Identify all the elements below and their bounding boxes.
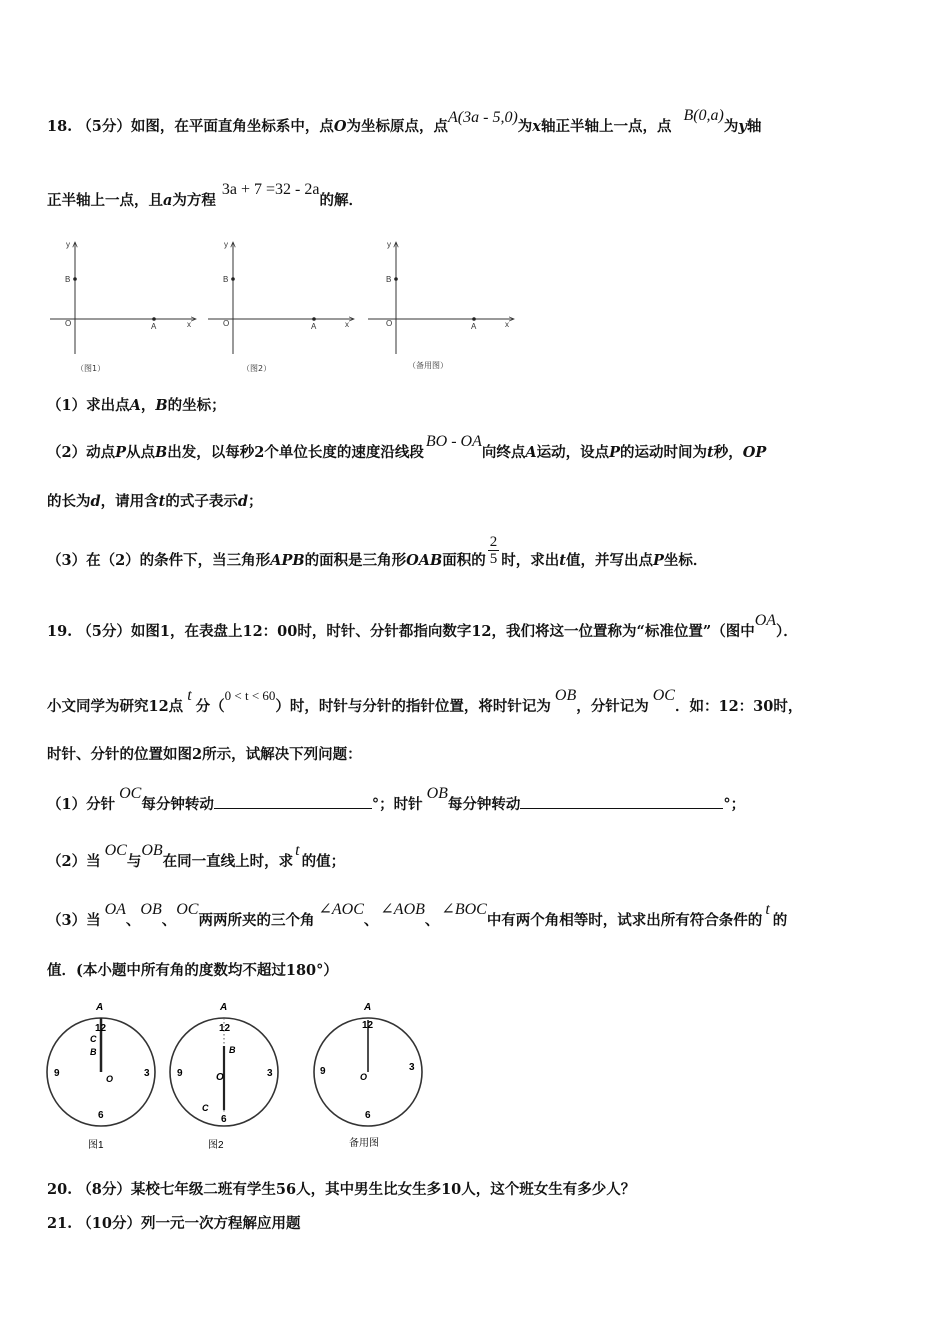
label-a: A [364, 1002, 372, 1013]
clock-caption: 图1 [88, 1140, 104, 1151]
q19-line1: 19. （5分）如图1，在表盘上12：00时，时针、分针都指向数字12，我们将这一位置称为“标准位置”（图中OA）． [47, 612, 798, 640]
x-label: x [187, 320, 191, 329]
label-a: A [96, 1002, 104, 1013]
q19-part3-line1: （3）当OA、OB、OC两两所夹的三个角∠AOC、∠AOB、∠BOC中有两个角相等时，试求出所有符合条件的t的 [47, 901, 788, 929]
point-a [312, 317, 316, 321]
q19-part3-line2: 值．(本小题中所有角的度数均不超过180°） [47, 962, 338, 979]
answer-blank-2[interactable] [520, 794, 723, 809]
q21-score: （10分） [77, 1215, 141, 1232]
x-label: x [345, 320, 349, 329]
numeral-6: 6 [98, 1110, 104, 1121]
q21-line [47, 1215, 300, 1233]
point-b [394, 277, 398, 281]
numeral-3: 3 [409, 1062, 415, 1073]
q19-line3: 时针、分针的位置如图2所示，试解决下列问题： [47, 746, 362, 763]
y-label: y [66, 240, 70, 249]
y-label: y [387, 240, 391, 249]
q20-score: （8分） [77, 1181, 131, 1198]
o-label: O [386, 319, 393, 328]
q20-line [47, 1181, 635, 1199]
clock-caption: 备用图 [349, 1138, 379, 1149]
y-label: y [224, 240, 228, 249]
clock-caption: 图2 [208, 1140, 224, 1151]
answer-blank-1[interactable] [214, 794, 372, 809]
coordinate-figure-2 [208, 240, 354, 373]
point-a [472, 317, 476, 321]
label-a: A [220, 1002, 228, 1013]
point-a-expr: A(3a - 5,0) [448, 109, 518, 126]
numeral-9: 9 [320, 1066, 326, 1077]
b-label: B [223, 275, 229, 284]
point-b [231, 277, 235, 281]
numeral-12: 12 [95, 1023, 107, 1034]
clock-figure-1 [47, 1002, 155, 1151]
equation: 3a + 7 =32 - 2a [221, 181, 320, 198]
label-o: O [106, 1074, 114, 1084]
q18-line2: 正半轴上一点，且a为方程3a + 7 =32 - 2a的解． [47, 181, 363, 209]
numeral-3: 3 [267, 1068, 273, 1079]
coordinate-figure-1 [50, 240, 196, 373]
q18-number: 18. [47, 118, 73, 135]
point-b [73, 277, 77, 281]
segment-expr: BO - OA [425, 433, 482, 450]
q18-figures [46, 238, 521, 378]
figure-caption: （图2） [242, 364, 272, 373]
label-o: O [216, 1072, 224, 1083]
q19-clocks [40, 998, 440, 1154]
q19-number: 19. [47, 623, 73, 640]
q18-part2-line1: （2）动点P从点B出发，以每秒2个单位长度的速度沿线段BO - OA向终点A运动，设点P的运动时间为t秒，OP [47, 433, 767, 461]
figure-caption: （备用图） [408, 361, 448, 370]
q19-score: （5分） [77, 623, 131, 640]
label-b: B [229, 1045, 236, 1055]
numeral-6: 6 [221, 1114, 227, 1125]
q18-score: （5分） [77, 118, 131, 135]
label-b: B [90, 1047, 97, 1057]
q18-part2-line2: 的长为d，请用含t的式子表示d； [47, 493, 263, 510]
q18-part3: （3）在（2）的条件下，当三角形APB的面积是三角形OAB面积的 $\frac{2}{5}$ 时，求出t值，并写出点P坐标． [47, 533, 708, 569]
label-c: C [202, 1103, 209, 1113]
q21-number: 21. [47, 1215, 73, 1232]
fraction-two-fifths: $\frac{2}{5}$ [489, 533, 498, 567]
numeral-9: 9 [177, 1068, 183, 1079]
o-label: O [223, 319, 230, 328]
figure-caption: （图1） [76, 364, 106, 373]
b-label: B [386, 275, 392, 284]
label-o: O [360, 1072, 368, 1082]
q18-part1: （1）求出点A，B的坐标； [47, 397, 226, 414]
b-label: B [65, 275, 71, 284]
a-label: A [151, 322, 157, 331]
clock-figure-3 [314, 1002, 422, 1149]
q19-part2: （2）当OC与OB在同一直线上时，求t的值； [47, 842, 346, 870]
q19-part1: （1）分针OC每分钟转动 °；时针OB每分钟转动 °； [47, 785, 746, 813]
point-a [152, 317, 156, 321]
numeral-12: 12 [219, 1023, 231, 1034]
q19-line2: 小文同学为研究12点t分（0 < t < 60）时，时针与分针的指针位置，将时针记为OB，分针记为OC．如：12：30时， [47, 687, 803, 715]
a-label: A [311, 322, 317, 331]
point-b-expr: B(0,a) [683, 107, 724, 124]
label-c: C [90, 1034, 97, 1044]
q20-text: 某校七年级二班有学生56人，其中男生比女生多10人，这个班女生有多少人？ [130, 1181, 636, 1198]
x-label: x [505, 320, 509, 329]
coordinate-figure-3 [368, 240, 514, 370]
q20-number: 20. [47, 1181, 73, 1198]
q21-text: 列一元一次方程解应用题 [140, 1215, 301, 1232]
a-label: A [471, 322, 477, 331]
numeral-9: 9 [54, 1068, 60, 1079]
clock-figure-2 [170, 1002, 278, 1151]
numeral-12: 12 [362, 1020, 374, 1031]
q18-line1: 18. （5分）如图，在平面直角坐标系中，点O为坐标原点，点A(3a - 5,0)为x轴正半轴上一点，点B(0,a)为y轴 [47, 107, 762, 135]
numeral-3: 3 [144, 1068, 150, 1079]
o-label: O [65, 319, 72, 328]
numeral-6: 6 [365, 1110, 371, 1121]
